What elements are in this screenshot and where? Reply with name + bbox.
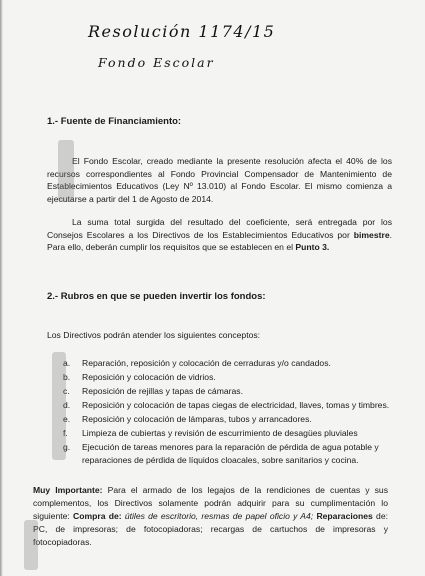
list-item bbox=[63, 357, 393, 370]
list-item-text: Reposición de rejillas y tapas de cámaras. bbox=[82, 385, 243, 396]
list-item-letter: c. bbox=[63, 385, 70, 396]
list-item bbox=[63, 413, 393, 426]
important-text-2: de: PC, de impresoras; de fotocopiadoras; recargas de cartuchos de impresoras y fotocopiadoras. bbox=[33, 511, 388, 547]
reparaciones-label: Reparaciones bbox=[313, 511, 373, 521]
handwritten-resolution-number: Resolución 1174/15 bbox=[88, 22, 276, 41]
section-2-intro: Los Directivos podrán atender los siguientes conceptos: bbox=[47, 330, 261, 340]
list-item-text: Limpieza de cubiertas y revisión de escurrimiento de desagües pluviales bbox=[82, 427, 358, 438]
list-item bbox=[63, 441, 393, 466]
scan-smudge bbox=[24, 520, 38, 570]
concepts-list bbox=[63, 357, 393, 467]
section-2-heading: 2.- Rubros en que se pueden invertir los fondos: bbox=[47, 291, 266, 302]
list-item-text: Reparación, reposición y colocación de cerraduras y/o candados. bbox=[82, 358, 331, 368]
important-note bbox=[33, 484, 388, 549]
list-item-text: Reposición y colocación de vidrios. bbox=[82, 371, 216, 382]
compra-label: Compra de: bbox=[73, 511, 122, 521]
scan-smudge bbox=[58, 140, 74, 202]
important-label: Muy Importante: bbox=[33, 485, 103, 495]
scan-edge-shadow bbox=[0, 0, 3, 576]
list-item-letter: f. bbox=[63, 427, 68, 438]
list-item-letter: a. bbox=[63, 358, 71, 368]
list-item bbox=[63, 371, 393, 384]
list-item-letter: g. bbox=[63, 441, 71, 452]
list-item-text: Ejecución de tareas menores para la reparación de pérdida de agua potable y reparaciones de pérdida de líquidos cloacales, sobre sanitarios y cocina. bbox=[82, 441, 379, 465]
section-1-paragraph-2 bbox=[47, 216, 392, 254]
important-text-1: Para el armado de los legajos de la rendiciones de cuentas y sus complementos, los Directivos solamente podrán adquirir para su cumplimentación lo siguiente: bbox=[33, 485, 388, 521]
paragraph-2-text-a: La suma total surgida del resultado del coeficiente, será entregada por los Consejos Escolares a los Directivos de los Establecimientos Educativos por bbox=[47, 217, 392, 240]
scan-smudge bbox=[52, 352, 66, 460]
list-item-text: Reposición y colocación de tapas ciegas de electricidad, llaves, tomas y timbres. bbox=[82, 399, 390, 410]
paragraph-2-punto-3: Punto 3. bbox=[295, 242, 330, 253]
list-item bbox=[63, 399, 393, 412]
list-item bbox=[63, 385, 393, 398]
paragraph-2-bimestre: bimestre bbox=[353, 229, 390, 240]
paragraph-2-text-c: . Para ello, deberán cumplir los requisitos que se establecen en el bbox=[47, 229, 392, 253]
list-item bbox=[63, 427, 393, 440]
list-item-text: Reposición y colocación de lámparas, tubos y arrancadores. bbox=[82, 413, 312, 424]
handwritten-fund-title: Fondo Escolar bbox=[98, 55, 215, 70]
section-1-paragraph-1: El Fondo Escolar, creado mediante la presente resolución afecta el 40% de los recursos correspondientes al Fondo Provincial Compensador de Mantenimiento de Establecimientos Educativos (Ley Nº 13.010) al Fondo Escolar. El mismo comienza a ejecutarse a partir del 1 de Agosto de 2014. bbox=[47, 156, 392, 204]
section-1-heading: 1.- Fuente de Financiamiento: bbox=[47, 116, 182, 127]
compra-items: útiles de escritorio, resmas de papel oficio y A4; bbox=[121, 511, 314, 521]
list-item-letter: b. bbox=[63, 371, 71, 382]
list-item-letter: e. bbox=[63, 413, 71, 424]
list-item-letter: d. bbox=[63, 399, 71, 410]
